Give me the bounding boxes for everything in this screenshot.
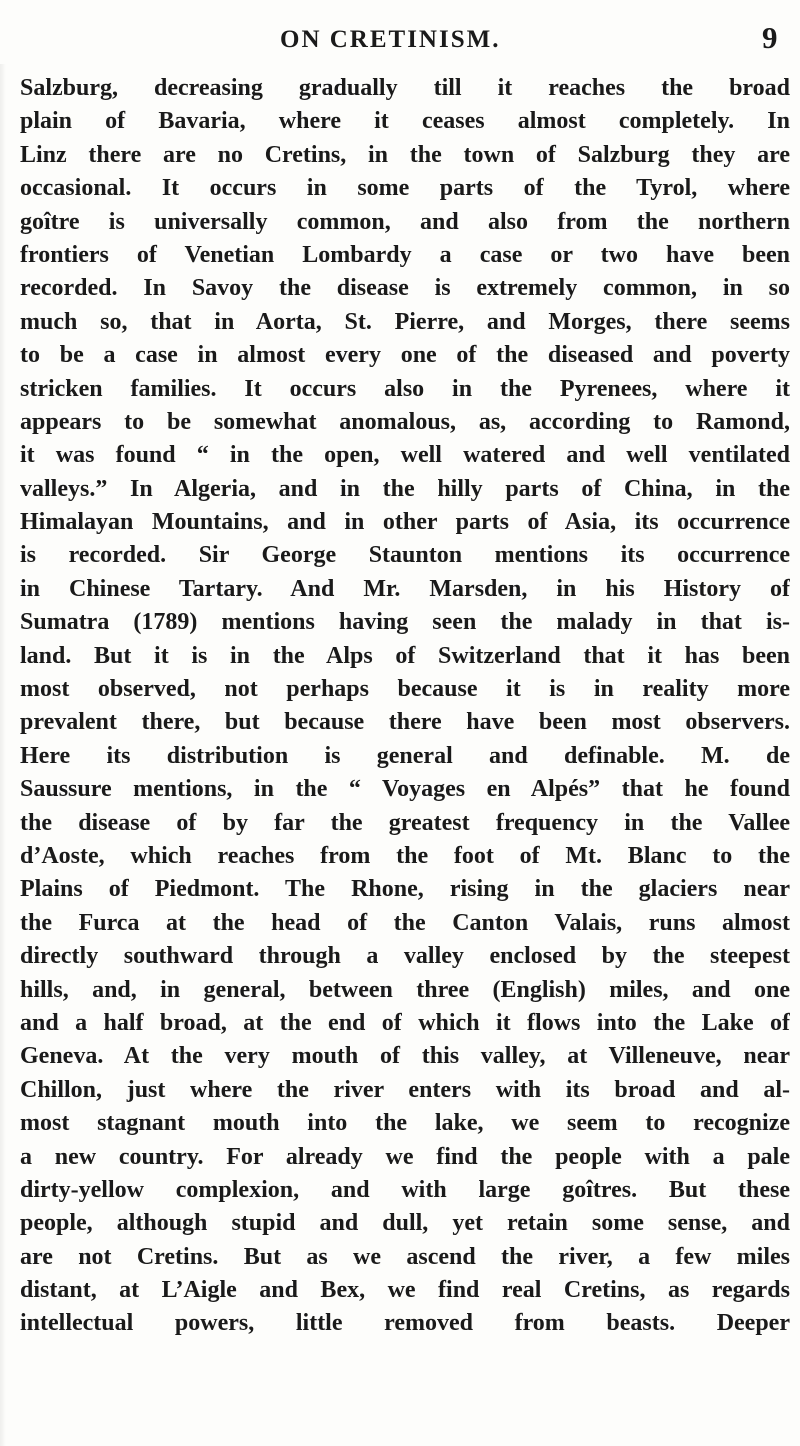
text-line: a new country. For already we find the people with a pale [20,1143,790,1170]
text-line: and a half broad, at the end of which it flows into the Lake of [20,1009,790,1036]
text-line: much so, that in Aorta, St. Pierre, and Morges, there seems [20,308,790,335]
text-line: valleys.” In Algeria, and in the hilly parts of China, in the [20,475,790,502]
text-line: land. But it is in the Alps of Switzerland that it has been [20,642,790,669]
text-line: it was found “ in the open, well watered and well ventilated [20,442,790,469]
text-line: the disease of by far the greatest frequency in the Vallee [20,809,790,836]
text-line: frontiers of Venetian Lombardy a case or two have been [20,241,790,268]
text-line: are not Cretins. But as we ascend the river, a few miles [20,1243,790,1270]
text-line: directly southward through a valley enclosed by the steepest [20,943,790,970]
text-line: Here its distribution is general and definable. M. de [20,742,790,769]
text-line: to be a case in almost every one of the diseased and poverty [20,342,790,369]
text-line: is recorded. Sir George Staunton mentions its occurrence [20,542,790,569]
text-line: Geneva. At the very mouth of this valley, at Villeneuve, near [20,1043,790,1070]
text-line: Chillon, just where the river enters with its broad and al- [20,1076,790,1103]
text-line: Linz there are no Cretins, in the town of Salzburg they are [20,141,790,168]
text-line: prevalent there, but because there have been most observers. [20,709,790,736]
text-line: Himalayan Mountains, and in other parts of Asia, its occurrence [20,509,790,536]
text-line: intellectual powers, little removed from beasts. Deeper [20,1310,790,1337]
page-number: 9 [762,20,778,55]
text-line: d’Aoste, which reaches from the foot of Mt. Blanc to the [20,842,790,869]
text-line: appears to be somewhat anomalous, as, according to Ramond, [20,408,790,435]
text-line: most stagnant mouth into the lake, we seem to recognize [20,1110,790,1137]
text-line: Saussure mentions, in the “ Voyages en Alpés” that he found [20,776,790,803]
text-line: Plains of Piedmont. The Rhone, rising in the glaciers near [20,876,790,903]
text-line: the Furca at the head of the Canton Valais, runs almost [20,909,790,936]
text-line: stricken families. It occurs also in the Pyrenees, where it [20,375,790,402]
text-line: plain of Bavaria, where it ceases almost completely. In [20,108,790,135]
scan-gutter-shadow [0,64,6,1446]
text-line: Salzburg, decreasing gradually till it reaches the broad [20,75,790,101]
text-line: people, although stupid and dull, yet retain some sense, and [20,1210,790,1237]
text-line: most observed, not perhaps because it is in reality more [20,676,790,703]
text-line: goître is universally common, and also from the northern [20,208,790,235]
running-head [0,18,800,58]
text-line: dirty-yellow complexion, and with large goîtres. But these [20,1176,790,1203]
text-line: Sumatra (1789) mentions having seen the malady in that is- [20,609,790,636]
text-line: recorded. In Savoy the disease is extremely common, in so [20,275,790,302]
text-line: distant, at L’Aigle and Bex, we find real Cretins, as regards [20,1277,790,1304]
text-line: occasional. It occurs in some parts of the Tyrol, where [20,175,790,202]
text-line: hills, and, in general, between three (English) miles, and one [20,976,790,1003]
running-title: ON CRETINISM. [280,26,501,53]
body-paragraph [20,72,790,1341]
text-line: in Chinese Tartary. And Mr. Marsden, in his History of [20,575,790,602]
